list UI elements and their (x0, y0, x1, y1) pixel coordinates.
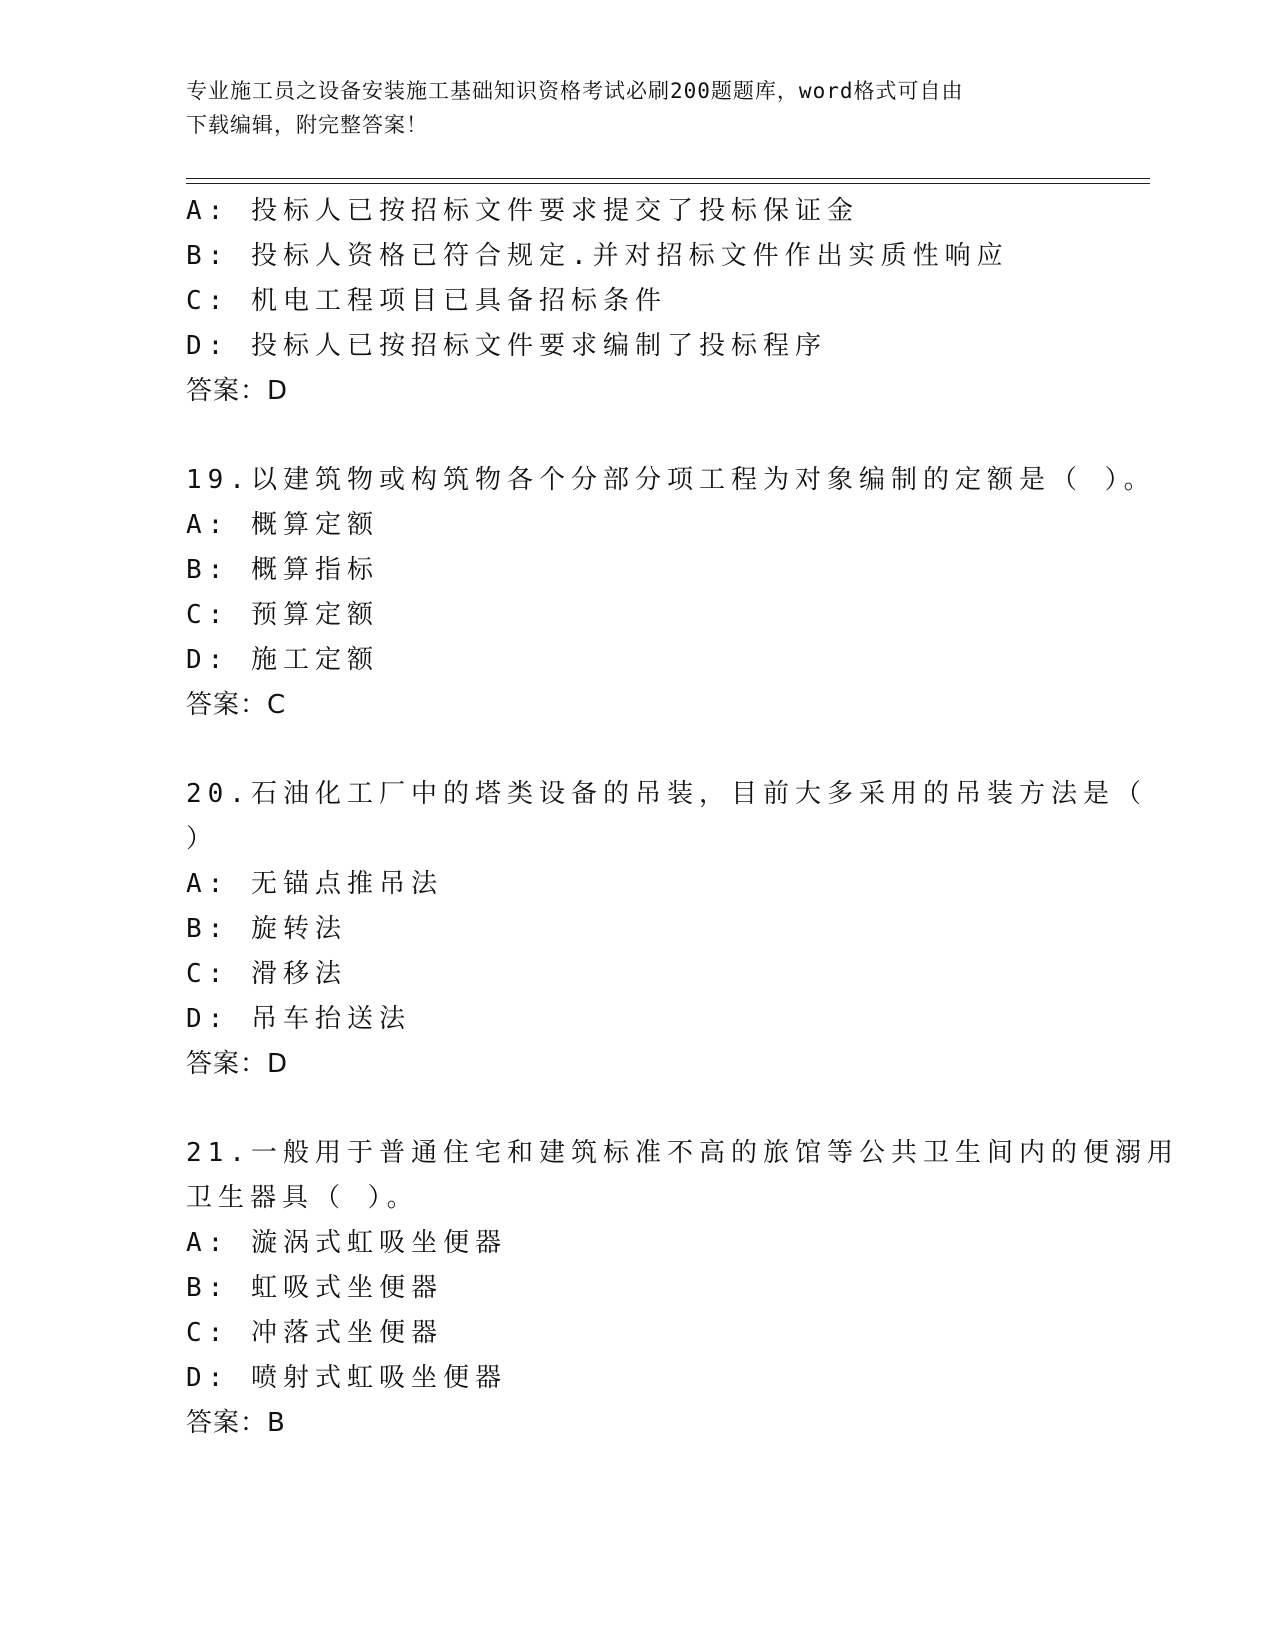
q19-option-c: C: 预算定额 (186, 600, 379, 630)
q21-option-a: A: 漩涡式虹吸坐便器 (186, 1228, 507, 1258)
header-line-2: 下载编辑，附完整答案！ (186, 113, 428, 137)
q21-stem-line-1: 21.一般用于普通住宅和建筑标准不高的旅馆等公共卫生间内的便溺用 (186, 1138, 1179, 1168)
q18-option-c: C: 机电工程项目已具备招标条件 (186, 286, 667, 316)
q20-option-b: B: 旋转法 (186, 914, 347, 944)
q18-option-a: A: 投标人已按招标文件要求提交了投标保证金 (186, 196, 859, 226)
header-line-1: 专业施工员之设备安装施工基础知识资格考试必刷200题题库，word格式可自由 (186, 79, 964, 103)
q18-option-b: B: 投标人资格已符合规定.并对招标文件作出实质性响应 (186, 241, 1009, 271)
q19-option-b: B: 概算指标 (186, 555, 379, 585)
document-header (186, 74, 1066, 142)
q20-option-d: D: 吊车抬送法 (186, 1004, 411, 1034)
q21-option-c: C: 冲落式坐便器 (186, 1318, 443, 1348)
q20-option-c: C: 滑移法 (186, 959, 347, 989)
q18-answer: 答案：D (186, 376, 289, 406)
header-divider-bottom (186, 183, 1150, 184)
q20-stem-line-2: ） (186, 824, 219, 854)
q21-stem-line-2: 卫生器具（ ）。 (186, 1183, 419, 1213)
q20-option-a: A: 无锚点推吊法 (186, 869, 443, 899)
q20-answer: 答案：D (186, 1049, 289, 1079)
q20-stem-line-1: 20.石油化工厂中的塔类设备的吊装，目前大多采用的吊装方法是（ (186, 779, 1147, 809)
q21-option-d: D: 喷射式虹吸坐便器 (186, 1363, 507, 1393)
q19-stem: 19.以建筑物或构筑物各个分部分项工程为对象编制的定额是（ ）。 (186, 465, 1156, 495)
q21-answer: 答案：B (186, 1408, 286, 1438)
q19-option-a: A: 概算定额 (186, 510, 379, 540)
q18-option-d: D: 投标人已按招标文件要求编制了投标程序 (186, 331, 827, 361)
q21-option-b: B: 虹吸式坐便器 (186, 1273, 443, 1303)
q19-answer: 答案：C (186, 690, 287, 720)
q19-option-d: D: 施工定额 (186, 645, 379, 675)
header-divider-top (186, 178, 1150, 179)
